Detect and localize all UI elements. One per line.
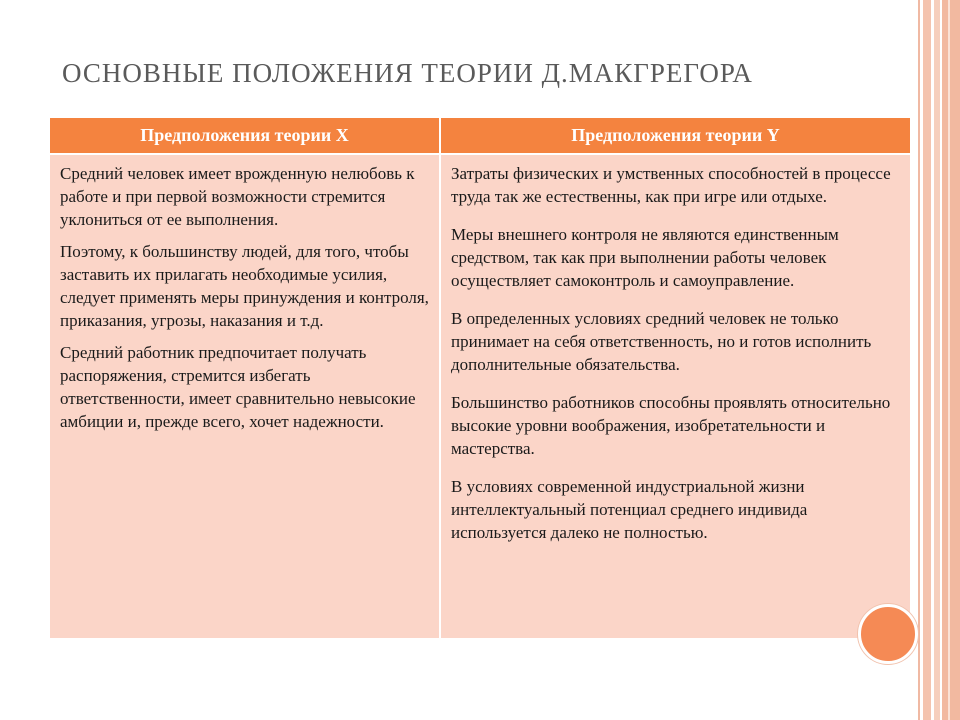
- theory-x-cell: [50, 155, 441, 638]
- decor-stripe: [934, 0, 940, 720]
- theory-x-paragraph: Поэтому, к большинству людей, для того, чтобы заставить их прилагать необходимые усилия, следует применять меры принуждения и контроля, приказания, угрозы, наказания и т.д.: [60, 242, 429, 330]
- header-theory-y: Предположения теории Y: [571, 125, 780, 145]
- comparison-table: [50, 118, 910, 638]
- theory-y-cell: [441, 155, 910, 638]
- theory-y-paragraph: В условиях современной индустриальной жизни интеллектуальный потенциал среднего индивида используется далеко не полностью.: [451, 477, 808, 542]
- theory-x-paragraph: Средний работник предпочитает получать распоряжения, стремится избегать ответственности, имеет сравнительно невысокие амбиции и, прежде всего, хочет надежности.: [60, 343, 416, 431]
- decor-stripe: [918, 0, 920, 720]
- theory-y-paragraph: Затраты физических и умственных способностей в процессе труда так же естественны, как при игре или отдыхе.: [451, 164, 891, 206]
- decor-stripe: [948, 0, 950, 720]
- table-header-row: [50, 118, 910, 153]
- decor-stripe: [942, 0, 960, 720]
- decor-stripe: [923, 0, 931, 720]
- table-body-row: [50, 153, 910, 638]
- theory-y-paragraph: Большинство работников способны проявлять относительно высокие уровни воображения, изобретательности и мастерства.: [451, 393, 891, 458]
- header-theory-x: Предположения теории X: [50, 118, 441, 153]
- slide-title: ОСНОВНЫЕ ПОЛОЖЕНИЯ ТЕОРИИ Д.МАКГРЕГОРА: [62, 58, 753, 88]
- theory-y-paragraph: Меры внешнего контроля не являются единственным средством, так как при выполнении работы человек осуществляет самоконтроль и самоуправление.: [451, 225, 839, 290]
- theory-y-paragraph: В определенных условиях средний человек не только принимает на себя ответственность, но и готов исполнить дополнительные обязательства.: [451, 309, 872, 374]
- decor-circle: [858, 604, 918, 664]
- theory-x-paragraph: Средний человек имеет врожденную нелюбовь к работе и при первой возможности стремится уклониться от ее выполнения.: [60, 164, 415, 229]
